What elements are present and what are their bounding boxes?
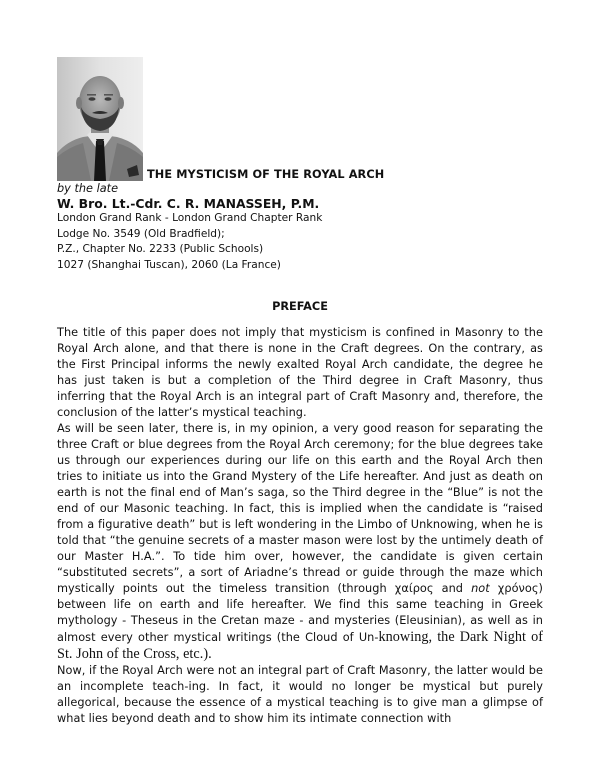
author-lodge-line: Lodge No. 3549 (Old Bradfield); [57,227,225,240]
paragraph-3: Now, if the Royal Arch were not an integral part of Craft Masonry, the latter would be an incomplete teach-ing. In fact, it would no longer be mystical but purely allegorical, because the essence of a mystical teaching is to give man a glimpse of what lies beyond death and to show him its intimate connection with [57,664,543,725]
document-page [57,56,543,727]
paragraph-2-text-b: χρόνος) between life on earth and life hereafter. We find this same teaching in Greek mythology - Theseus in the Cretan maze - and mysteries (Eleusinian), as well as in almost every other mystical writings (the Cloud of Un- [57,582,544,644]
paragraph-2-text-a: As will be seen later, there is, in my opinion, a very good reason for separating the three Craft or blue degrees from the Royal Arch ceremony; for the blue degrees take us through our experiences during our life on this earth and the Royal Arch then tries to initiate us into the Grand Mystery of the Life hereafter. And just as death on earth is not the final end of Man’s saga, so the Third degree in the “Blue” is not the end of our Masonic teaching. In fact, this is implied when the candidate is “raised from a figurative death” but is left wondering in the Limbo of Unknowing, when he is told that “the genuine secrets of a master mason were lost by the untimely death of our Master H.A.”. To tide him over, however, the candidate is given certain “substituted secrets”, a sort of Ariadne’s thread or guide through the maze which mystically points out the timeless transition (through χαίρος and [57,422,543,595]
paper-title: THE MYSTICISM OF THE ROYAL ARCH [147,168,385,181]
byline: by the late [57,182,119,195]
paragraph-2-serif-text: knowing, the Dark Night of St. John of the Cross, etc.). [57,629,543,662]
paragraph-2-emphasis: not [471,582,490,595]
author-rank-line: London Grand Rank - London Grand Chapter Rank [57,212,323,224]
section-heading-preface: PREFACE [272,300,328,313]
author-chapter-line: P.Z., Chapter No. 2233 (Public Schools) [57,243,264,255]
paragraph-1: The title of this paper does not imply that mysticism is confined in Masonry to the Royal Arch alone, and that there is none in the Craft degrees. On the contrary, as the First Principal informs the newly exalted Royal Arch candidate, the degree he has just taken is but a completion of the Third degree in Craft Masonry, thus inferring that the Royal Arch is an integral part of Craft Masonry and, therefore, the conclusion of the latter’s mystical teaching. [57,326,543,419]
author-portrait-photo [57,57,143,181]
author-name: W. Bro. Lt.-Cdr. C. R. MANASSEH, P.M. [57,196,320,211]
portrait-image [57,57,143,181]
header-row [57,56,543,181]
paragraph-2 [57,421,543,663]
author-other-lodges-line: 1027 (Shanghai Tuscan), 2060 (La France) [57,258,281,271]
